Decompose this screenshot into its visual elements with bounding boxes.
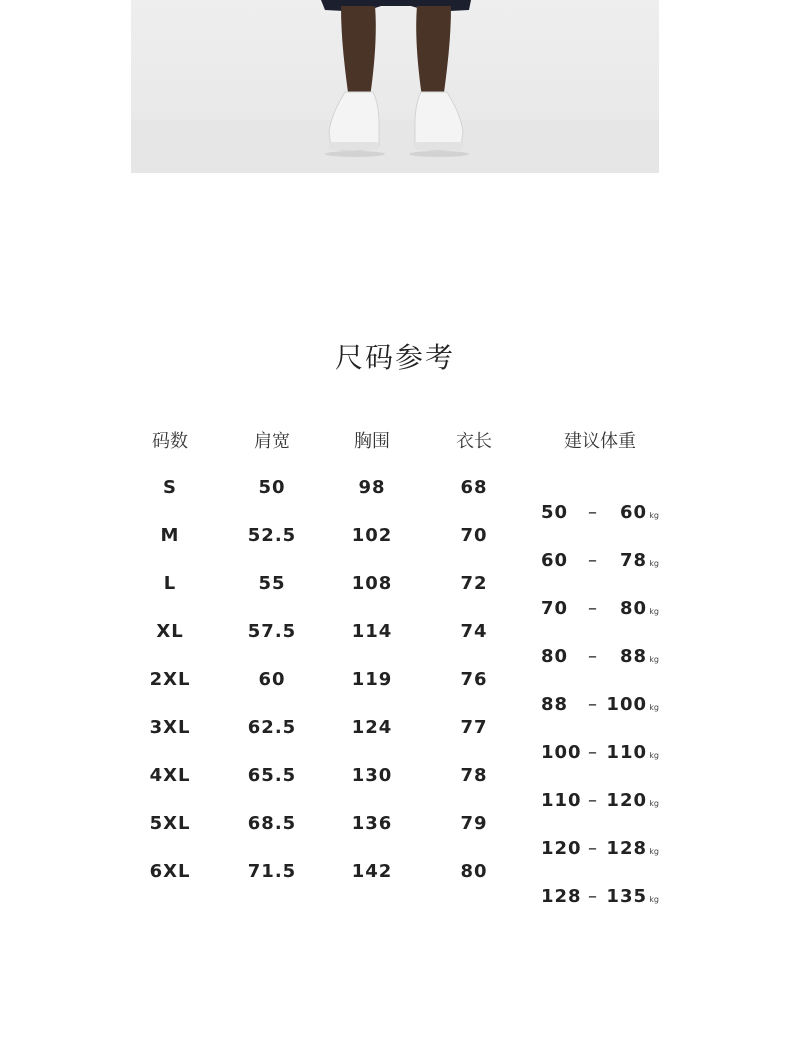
chest-cell: 102	[351, 525, 393, 546]
chest-cell: 119	[351, 669, 393, 690]
shoulder-cell: 52.5	[247, 525, 297, 546]
weight-unit: kg	[649, 799, 659, 808]
weight-cell	[530, 564, 670, 619]
weight-unit: kg	[649, 607, 659, 616]
size-cell: 2XL	[149, 669, 191, 690]
weight-max: 78	[619, 550, 647, 571]
weight-max: 128	[606, 838, 647, 859]
weight-min: 120	[541, 838, 582, 859]
chest-cell: 114	[351, 621, 393, 642]
header-length: 衣长	[456, 431, 492, 452]
size-chart-title: 尺码参考	[334, 341, 455, 374]
weight-unit: kg	[649, 703, 659, 712]
weight-dash: –	[588, 502, 598, 523]
weight-cell	[530, 612, 670, 667]
header-shoulder: 肩宽	[254, 431, 290, 452]
weight-min: 128	[541, 886, 582, 907]
shoulder-cell: 62.5	[247, 717, 297, 738]
weight-dash: –	[588, 838, 598, 859]
weight-cell	[530, 852, 670, 907]
size-cell: 6XL	[149, 861, 191, 882]
size-cell: XL	[156, 621, 184, 642]
size-cell: M	[160, 525, 180, 546]
chest-cell: 124	[351, 717, 393, 738]
table-row	[0, 804, 790, 859]
weight-min: 100	[541, 742, 582, 763]
product-photo	[131, 0, 659, 173]
weight-unit: kg	[649, 511, 659, 520]
length-cell: 76	[460, 669, 488, 690]
weight-max: 110	[606, 742, 647, 763]
weight-max: 88	[619, 646, 647, 667]
weight-cell	[530, 516, 670, 571]
shoulder-cell: 60	[258, 669, 286, 690]
length-cell: 77	[460, 717, 488, 738]
length-cell: 78	[460, 765, 488, 786]
chest-cell: 108	[351, 573, 393, 594]
table-row	[0, 516, 790, 571]
weight-dash: –	[588, 694, 598, 715]
chest-cell: 130	[351, 765, 393, 786]
weight-cell	[530, 804, 670, 859]
weight-cell	[530, 468, 670, 523]
table-row	[0, 852, 790, 907]
weight-min: 110	[541, 790, 582, 811]
weight-max: 80	[619, 598, 647, 619]
weight-dash: –	[588, 646, 598, 667]
weight-min: 80	[541, 646, 569, 667]
weight-max: 135	[606, 886, 647, 907]
chest-cell: 142	[351, 861, 393, 882]
length-cell: 68	[460, 477, 488, 498]
weight-unit: kg	[649, 847, 659, 856]
weight-unit: kg	[649, 655, 659, 664]
size-cell: S	[163, 477, 177, 498]
weight-min: 50	[541, 502, 569, 523]
header-chest: 胸围	[354, 431, 390, 452]
shoulder-cell: 50	[258, 477, 286, 498]
table-row	[0, 612, 790, 667]
size-cell: L	[163, 573, 177, 594]
weight-max: 100	[606, 694, 647, 715]
model-legs-illustration	[131, 0, 659, 173]
chest-cell: 136	[351, 813, 393, 834]
table-row	[0, 564, 790, 619]
weight-dash: –	[588, 886, 598, 907]
weight-dash: –	[588, 598, 598, 619]
shoulder-cell: 55	[258, 573, 286, 594]
weight-cell	[530, 708, 670, 763]
weight-min: 60	[541, 550, 569, 571]
table-header-row	[0, 422, 790, 462]
weight-dash: –	[588, 742, 598, 763]
header-weight: 建议体重	[564, 431, 636, 452]
weight-max: 120	[606, 790, 647, 811]
weight-cell	[530, 756, 670, 811]
weight-dash: –	[588, 550, 598, 571]
table-row	[0, 756, 790, 811]
shoulder-cell: 71.5	[247, 861, 297, 882]
length-cell: 80	[460, 861, 488, 882]
weight-min: 88	[541, 694, 569, 715]
weight-max: 60	[619, 502, 647, 523]
weight-unit: kg	[649, 559, 659, 568]
weight-unit: kg	[649, 895, 659, 904]
size-cell: 4XL	[149, 765, 191, 786]
weight-unit: kg	[649, 751, 659, 760]
shoulder-cell: 68.5	[247, 813, 297, 834]
length-cell: 72	[460, 573, 488, 594]
length-cell: 70	[460, 525, 488, 546]
weight-dash: –	[588, 790, 598, 811]
header-size: 码数	[152, 431, 188, 452]
chest-cell: 98	[358, 477, 386, 498]
shoulder-cell: 65.5	[247, 765, 297, 786]
table-row	[0, 708, 790, 763]
size-cell: 5XL	[149, 813, 191, 834]
size-cell: 3XL	[149, 717, 191, 738]
table-row	[0, 660, 790, 715]
length-cell: 74	[460, 621, 488, 642]
shoulder-cell: 57.5	[247, 621, 297, 642]
weight-cell	[530, 660, 670, 715]
length-cell: 79	[460, 813, 488, 834]
weight-min: 70	[541, 598, 569, 619]
table-row	[0, 468, 790, 523]
